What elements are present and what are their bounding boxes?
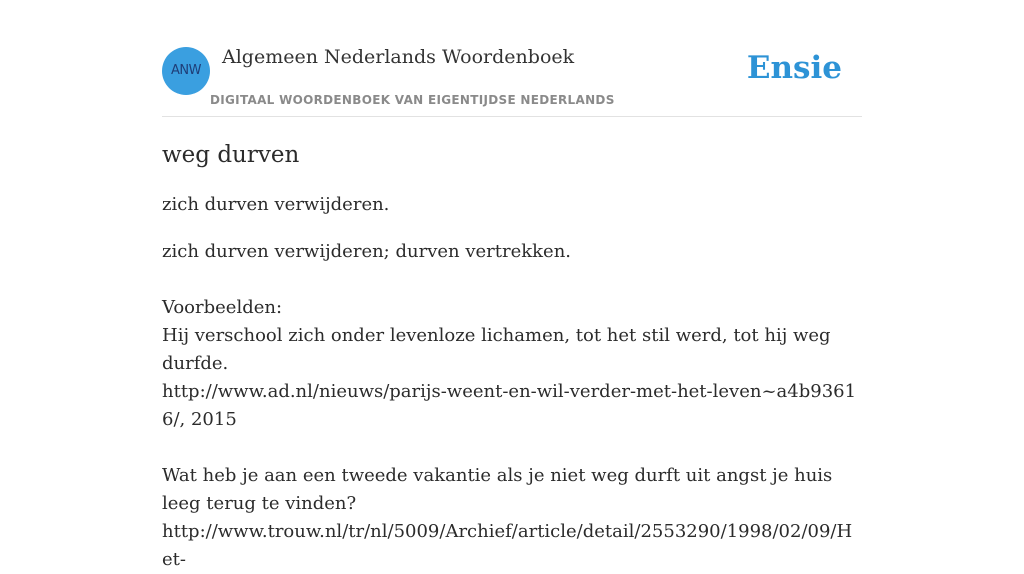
- source-subtitle: DIGITAAL WOORDENBOEK VAN EIGENTIJDSE NEDERLANDS: [210, 93, 615, 107]
- ensie-brand-logo[interactable]: Ensie: [746, 50, 842, 86]
- example-item: [162, 462, 862, 574]
- example-item: [162, 322, 862, 434]
- example-text: Hij verschool zich onder levenloze lichamen, tot het stil werd, tot hij weg durfde.: [162, 325, 831, 374]
- example-source: http://www.ad.nl/nieuws/parijs-weent-en-wil-verder-met-het-leven~a4b93616/, 2015: [162, 381, 857, 430]
- short-definition: zich durven verwijderen.: [162, 194, 390, 215]
- example-source: http://www.trouw.nl/tr/nl/5009/Archief/article/detail/2553290/1998/02/09/Het-: [162, 521, 853, 570]
- example-text: Wat heb je aan een tweede vakantie als je niet weg durft uit angst je huis leeg terug te vinden?: [162, 465, 833, 514]
- examples-label: Voorbeelden:: [162, 297, 283, 318]
- entry-content: [162, 140, 862, 574]
- entry-word: weg durven: [162, 142, 300, 168]
- header: [162, 40, 862, 117]
- anw-logo[interactable]: ANW: [162, 47, 210, 95]
- long-definition: zich durven verwijderen; durven vertrekken.: [162, 241, 572, 262]
- source-title[interactable]: Algemeen Nederlands Woordenboek: [222, 46, 575, 68]
